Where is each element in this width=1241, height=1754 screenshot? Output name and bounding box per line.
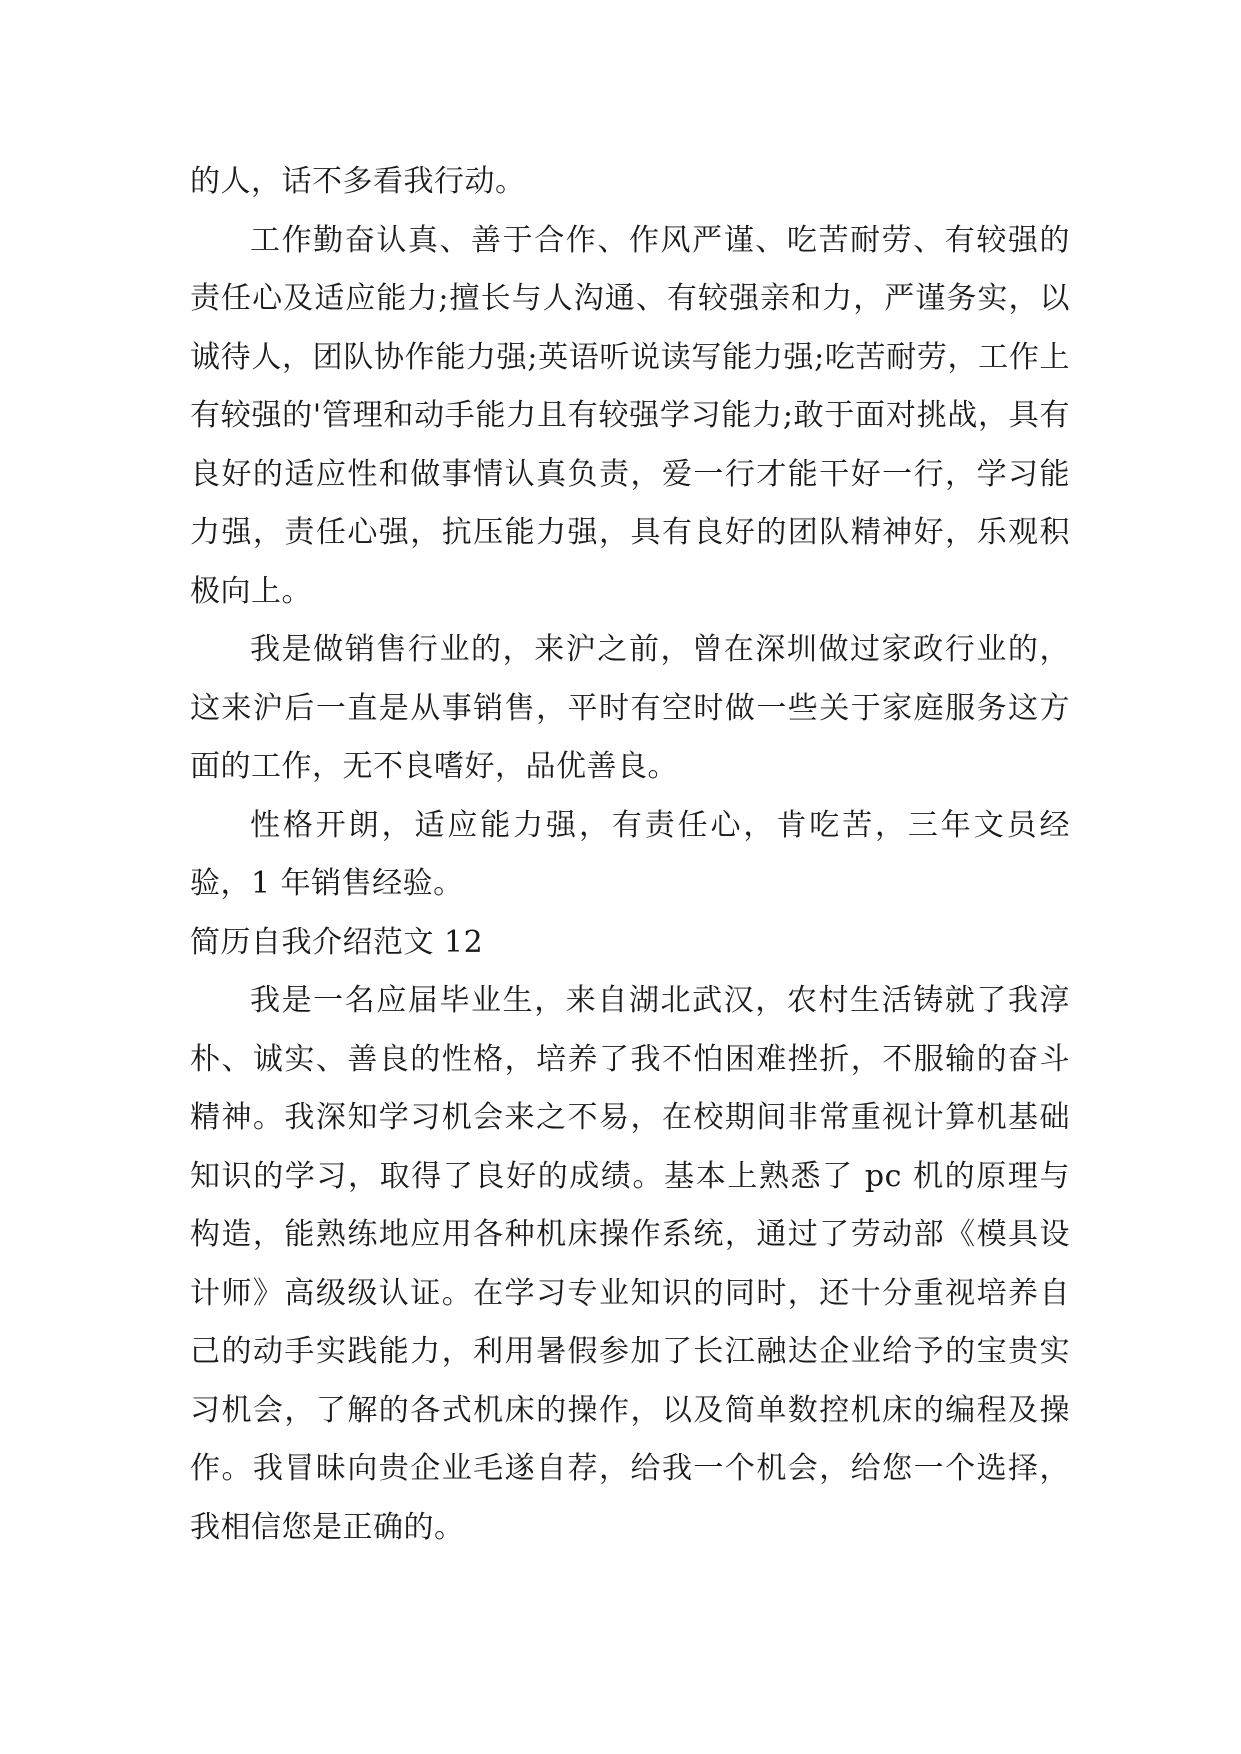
paragraph-graduate-intro: 我是一名应届毕业生，来自湖北武汉，农村生活铸就了我淳朴、诚实、善良的性格，培养了我不怕困难挫折，不服输的奋斗精神。我深知学习机会来之不易，在校期间非常重视计算机基础知识的学习，取得了良好的成绩。基本上熟悉了 pc 机的原理与构造，能熟练地应用各种机床操作系统，通过了劳动部《模具设计师》高级级认证。在学习专业知识的同时，还十分重视培养自己的动手实践能力，利用暑假参加了长江融达企业给予的宝贵实习机会，了解的各式机床的操作，以及简单数控机床的编程及操作。我冒昧向贵企业毛遂自荐，给我一个机会，给您一个选择，我相信您是正确的。 xyxy=(190,983,1070,1545)
paragraph-continued: 的人，话不多看我行动。 xyxy=(190,164,526,199)
paragraph-sales-background: 我是做销售行业的，来沪之前，曾在深圳做过家政行业的，这来沪后一直是从事销售，平时有空时做一些关于家庭服务这方面的工作，无不良嗜好，品优善良。 xyxy=(190,632,1070,784)
paragraph-work-attitude: 工作勤奋认真、善于合作、作风严谨、吃苦耐劳、有较强的责任心及适应能力;擅长与人沟通、有较强亲和力，严谨务实，以诚待人，团队协作能力强;英语听说读写能力强;吃苦耐劳，工作上有较强的'管理和动手能力且有较强学习能力;敢于面对挑战，具有良好的适应性和做事情认真负责，爱一行才能干好一行，学习能力强，责任心强，抗压能力强，具有良好的团队精神好，乐观积极向上。 xyxy=(190,222,1070,609)
document-body xyxy=(190,153,1070,1557)
paragraph-personality: 性格开朗，适应能力强，有责任心，肯吃苦，三年文员经验，1 年销售经验。 xyxy=(190,807,1070,901)
section-heading: 简历自我介绍范文 12 xyxy=(190,924,484,960)
